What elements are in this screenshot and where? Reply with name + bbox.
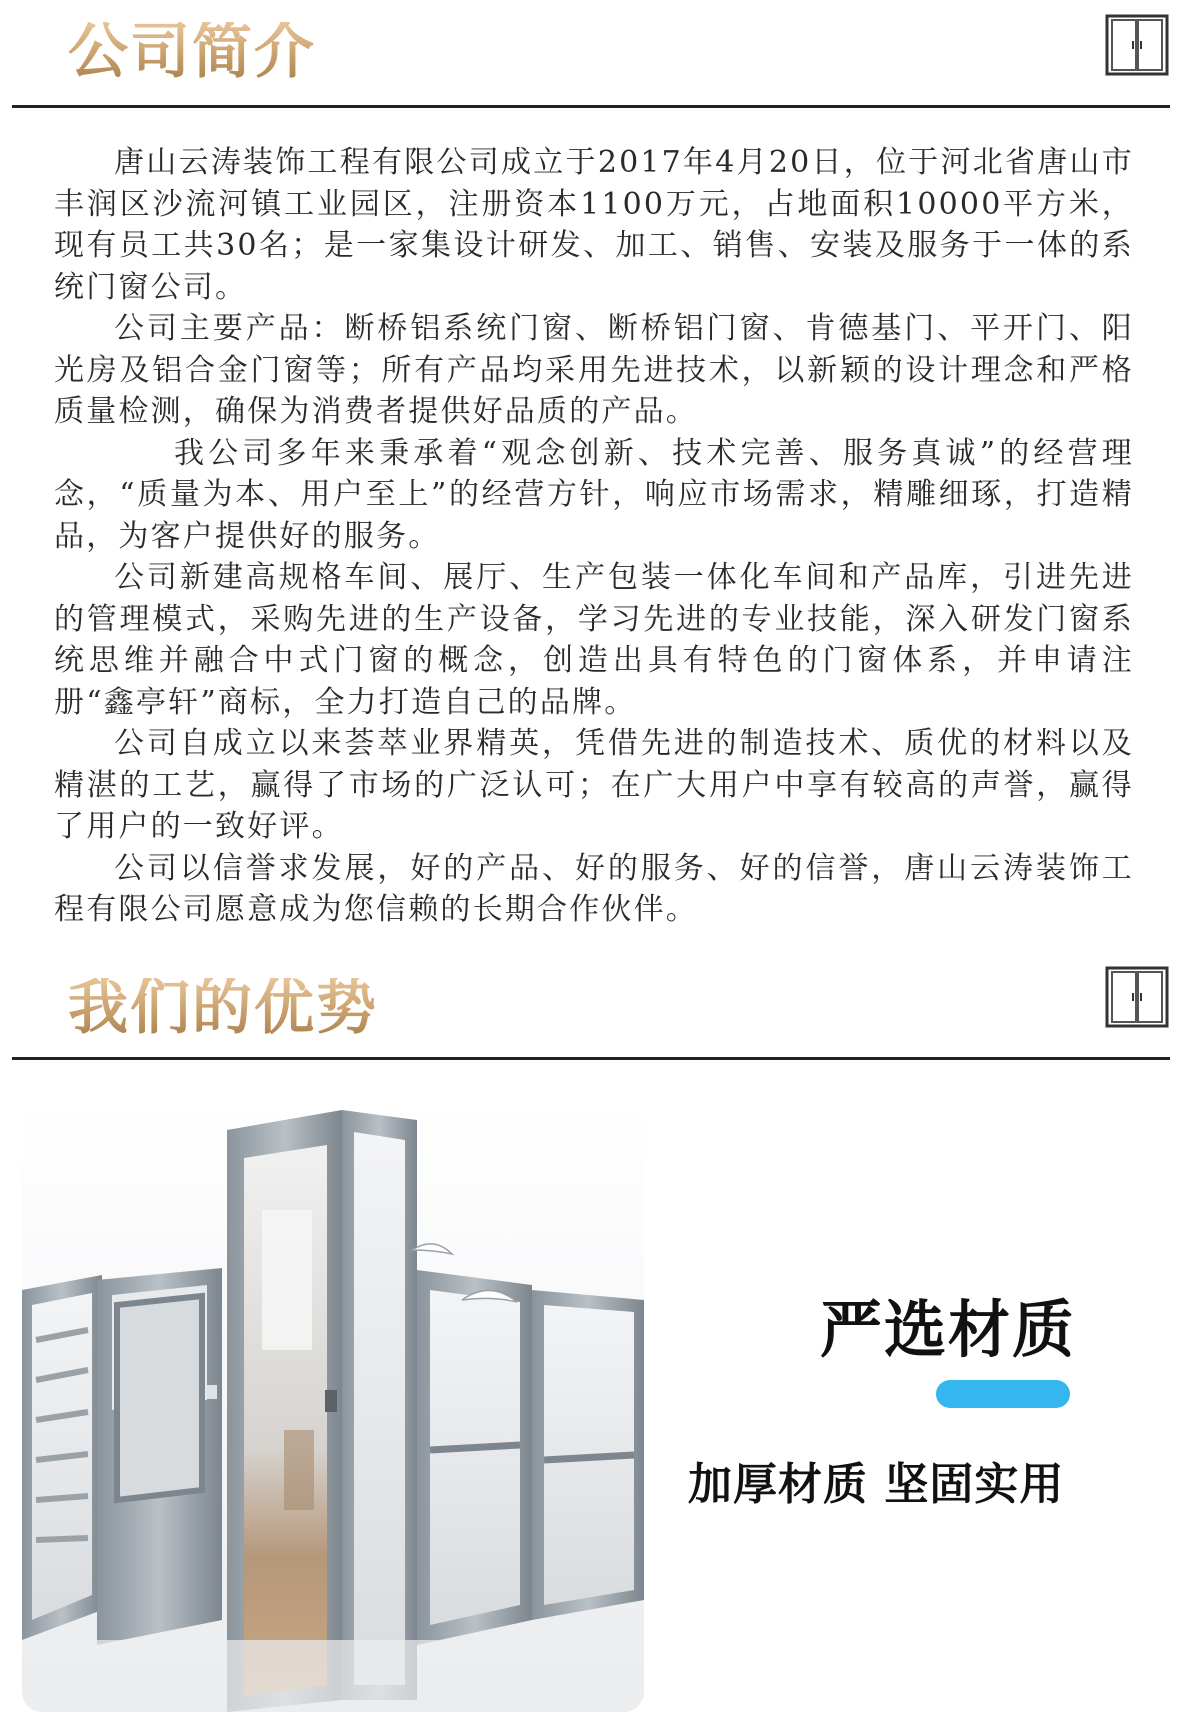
window-icon: [1105, 14, 1169, 76]
doors-windows-illustration: [22, 1100, 644, 1712]
feature-subtitle: 加厚材质 坚固实用: [688, 1459, 1065, 1510]
intro-paragraph: 唐山云涛装饰工程有限公司成立于2017年4月20日，位于河北省唐山市丰润区沙流河镇工业园区，注册资本1100万元，占地面积10000平方米，现有员工共30名；是一家集设计研发、加工、销售、安装及服务于一体的系统门窗公司。: [54, 145, 1134, 305]
intro-paragraph: 公司自成立以来荟萃业界精英，凭借先进的制造技术、质优的材料以及精湛的工艺，赢得了市场的广泛认可；在广大用户中享有较高的声誉，赢得了用户的一致好评。: [54, 726, 1134, 844]
feature-title: 严选材质: [820, 1293, 1077, 1366]
intro-paragraph: 公司主要产品：断桥铝系统门窗、断桥铝门窗、肯德基门、平开门、阳光房及铝合金门窗等；所有产品均采用先进技术，以新颖的设计理念和严格质量检测，确保为消费者提供好品质的产品。: [54, 311, 1134, 429]
section-title-intro: 公司简介: [68, 17, 316, 87]
intro-paragraph: 我公司多年来秉承着“观念创新、技术完善、服务真诚”的经营理念，“质量为本、用户至上”的经营方针，响应市场需求，精雕细琢，打造精品，为客户提供好的服务。: [54, 435, 1134, 554]
section-title-advantages: 我们的优势: [68, 973, 378, 1043]
window-icon: [1105, 966, 1169, 1028]
divider: [12, 105, 1170, 108]
divider: [12, 1057, 1170, 1060]
accent-pill: [936, 1380, 1070, 1408]
product-photo: [22, 1100, 644, 1712]
intro-paragraph: 公司以信誉求发展，好的产品、好的服务、好的信誉，唐山云涛装饰工程有限公司愿意成为您信赖的长期合作伙伴。: [54, 850, 1134, 927]
intro-paragraph: 公司新建高规格车间、展厅、生产包装一体化车间和产品库，引进先进的管理模式，采购先进的生产设备，学习先进的专业技能，深入研发门窗系统思维并融合中式门窗的概念，创造出具有特色的门窗体系，并申请注册“鑫亭轩”商标，全力打造自己的品牌。: [54, 560, 1134, 720]
company-intro: [54, 142, 1134, 931]
